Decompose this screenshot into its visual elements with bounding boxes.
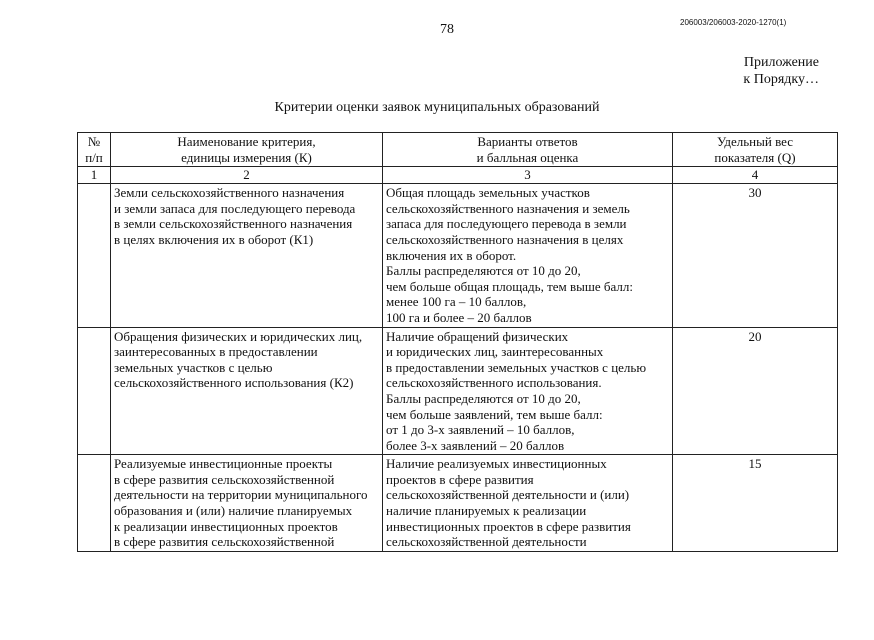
document-id: 206003/206003-2020-1270(1) xyxy=(680,18,787,27)
appendix-line-2: к Порядку… xyxy=(743,72,819,87)
document-title: Критерии оценки заявок муниципальных образований xyxy=(274,100,600,115)
column-number: 2 xyxy=(111,167,383,184)
header-number: № п/п xyxy=(78,133,111,167)
row-number xyxy=(78,184,111,327)
criterion-cell: Земли сельскохозяйственного назначения и земли запаса для последующего перевода в земли сельскохозяйственного назначения в целях включения их в оборот (К1) xyxy=(111,184,383,327)
criterion-cell: Реализуемые инвестиционные проекты в сфере развития сельскохозяйственной деятельности на территории муниципального образования и (или) наличие планируемых к реализации инвестиционных проектов в сфере развития сельскохозяйственной xyxy=(111,455,383,552)
answers-cell: Наличие обращений физических и юридических лиц, заинтересованных в предоставлении земельных участков с целью сельскохозяйственного использования. Баллы распределяются от 10 до 20, чем больше заявлений, тем выше балл: от 1 до 3-х заявлений – 10 баллов, более 3-х заявлений – 20 баллов xyxy=(383,327,673,455)
row-number xyxy=(78,455,111,552)
criterion-cell: Обращения физических и юридических лиц, заинтересованных в предоставлении земельных участков с целью сельскохозяйственного использования (К2) xyxy=(111,327,383,455)
column-number-row xyxy=(78,167,838,184)
table-row xyxy=(78,327,838,455)
column-number: 4 xyxy=(673,167,838,184)
row-number xyxy=(78,327,111,455)
page-number: 78 xyxy=(440,22,454,37)
criteria-table xyxy=(77,132,838,552)
table-row xyxy=(78,184,838,327)
column-number: 1 xyxy=(78,167,111,184)
weight-cell: 20 xyxy=(673,327,838,455)
weight-cell: 15 xyxy=(673,455,838,552)
table-row xyxy=(78,455,838,552)
answers-cell: Наличие реализуемых инвестиционных проектов в сфере развития сельскохозяйственной деятельности и (или) наличие планируемых к реализации инвестиционных проектов в сфере развития сельскохозяйственной деятельности xyxy=(383,455,673,552)
weight-cell: 30 xyxy=(673,184,838,327)
appendix-line-1: Приложение xyxy=(743,55,819,70)
header-weight: Удельный вес показателя (Q) xyxy=(673,133,838,167)
answers-cell: Общая площадь земельных участков сельскохозяйственного назначения и земель запаса для последующего перевода в земли сельскохозяйственного назначения в целях включения их в оборот. Баллы распределяются от 10 до 20, чем больше общая площадь, тем выше балл: менее 100 га – 10 баллов, 100 га и более – 20 баллов xyxy=(383,184,673,327)
column-number: 3 xyxy=(383,167,673,184)
appendix-reference xyxy=(743,54,819,88)
header-criterion: Наименование критерия, единицы измерения (К) xyxy=(111,133,383,167)
header-answers: Варианты ответов и балльная оценка xyxy=(383,133,673,167)
header-row xyxy=(78,133,838,167)
